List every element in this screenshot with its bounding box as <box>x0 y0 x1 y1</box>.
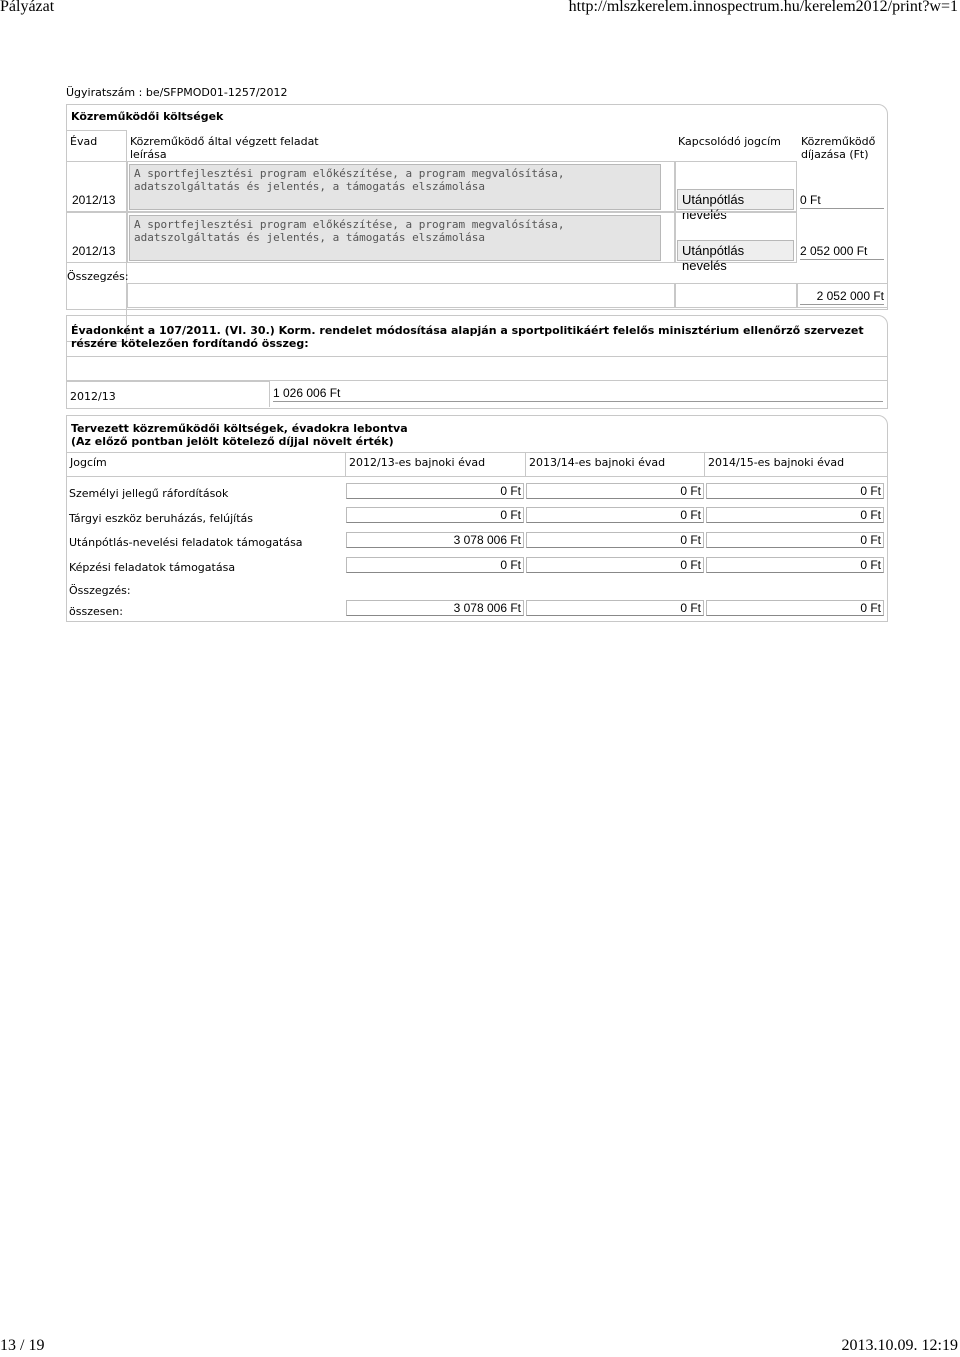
table-row <box>67 381 270 407</box>
fee-header-line2: díjazása (Ft) <box>801 148 869 161</box>
task-header-line2: leírása <box>130 148 167 161</box>
print-title: Pályázat <box>0 0 55 15</box>
print-header <box>0 0 960 20</box>
value-field[interactable]: 0 Ft <box>526 507 704 523</box>
mandatory-header-row <box>67 356 887 381</box>
summary-cell <box>127 283 675 308</box>
divider <box>525 452 526 477</box>
planned-costs-title <box>71 422 408 448</box>
row-season: 2012/13 <box>72 244 116 258</box>
contributor-costs-panel <box>66 104 888 310</box>
total-value-field[interactable]: 0 Ft <box>706 600 884 616</box>
summary-cell <box>675 283 797 308</box>
task-description-field[interactable] <box>129 164 661 210</box>
season-header: Évad <box>70 135 98 148</box>
mandatory-amount-field[interactable]: 1 026 006 Ft <box>273 386 883 402</box>
value-field[interactable]: 0 Ft <box>706 507 884 523</box>
row-season: 2012/13 <box>72 193 116 207</box>
value-field[interactable]: 0 Ft <box>346 483 524 499</box>
table-row <box>67 212 127 263</box>
mandatory-season: 2012/13 <box>70 390 116 403</box>
desc-line1: A sportfejlesztési program előkészítése, a program megvalósítása, <box>134 218 565 231</box>
planned-costs-title-line1: Tervezett közreműködői költségek, évadokra lebontva <box>71 422 408 435</box>
value-field[interactable]: 0 Ft <box>526 483 704 499</box>
row-label-personnel: Személyi jellegű ráfordítások <box>69 487 229 500</box>
divider <box>345 452 346 477</box>
planned-costs-title-line2: (Az előző pontban jelölt kötelező díjjal növelt érték) <box>71 435 394 448</box>
total-value-field[interactable]: 3 078 006 Ft <box>346 600 524 616</box>
mandatory-amount-panel <box>66 315 888 409</box>
jogcim-field[interactable]: Utánpótlás nevelés <box>677 240 794 261</box>
summary-label: Összegzés: <box>67 270 129 283</box>
desc-line2: adatszolgáltatás és jelentés, a támogatás elszámolása <box>134 231 485 244</box>
col-header-2013-14: 2013/14-es bajnoki évad <box>529 456 666 469</box>
value-field[interactable]: 0 Ft <box>346 507 524 523</box>
fee-header-line1: Közreműködő <box>801 135 876 148</box>
col-header-2014-15: 2014/15-es bajnoki évad <box>708 456 845 469</box>
print-footer <box>0 1337 960 1357</box>
print-datetime: 2013.10.09. 12:19 <box>841 1337 958 1354</box>
jogcim-header: Kapcsolódó jogcím <box>678 135 781 148</box>
fee-amount-field[interactable]: 2 052 000 Ft <box>800 244 884 260</box>
total-value-field[interactable]: 0 Ft <box>526 600 704 616</box>
row-label-training: Képzési feladatok támogatása <box>69 561 236 574</box>
col-header-2012-13: 2012/13-es bajnoki évad <box>349 456 486 469</box>
value-field[interactable]: 0 Ft <box>526 557 704 573</box>
fee-amount-field[interactable]: 0 Ft <box>800 193 884 209</box>
page-counter: 13 / 19 <box>0 1337 45 1354</box>
value-field[interactable]: 0 Ft <box>706 557 884 573</box>
value-field[interactable]: 3 078 006 Ft <box>346 532 524 548</box>
contributor-costs-title: Közreműködői költségek <box>71 110 224 123</box>
summary-amount-field[interactable]: 2 052 000 Ft <box>800 289 884 305</box>
planned-costs-panel <box>66 415 888 622</box>
fee-header <box>801 135 875 161</box>
task-description-field[interactable] <box>129 215 661 261</box>
divider <box>704 452 705 477</box>
summary-label: Összegzés: <box>69 584 131 597</box>
col-header-jogcim: Jogcím <box>70 456 107 469</box>
desc-line1: A sportfejlesztési program előkészítése, a program megvalósítása, <box>134 167 565 180</box>
jogcim-field[interactable]: Utánpótlás nevelés <box>677 189 794 210</box>
value-field[interactable]: 0 Ft <box>346 557 524 573</box>
desc-line2: adatszolgáltatás és jelentés, a támogatás elszámolása <box>134 180 485 193</box>
total-label: összesen: <box>69 605 123 618</box>
print-url: http://mlszkerelem.innospectrum.hu/kerelem2012/print?w=1 <box>568 0 958 15</box>
case-number: Ügyiratszám : be/SFPMOD01-1257/2012 <box>66 86 288 99</box>
value-field[interactable]: 0 Ft <box>706 532 884 548</box>
value-field[interactable]: 0 Ft <box>526 532 704 548</box>
row-label-assets: Tárgyi eszköz beruházás, felújítás <box>69 512 254 525</box>
value-field[interactable]: 0 Ft <box>706 483 884 499</box>
mandatory-amount-title: Évadonként a 107/2011. (VI. 30.) Korm. rendelet módosítása alapján a sportpolitikáért felelős minisztérium ellenőrző szervezet részére kötelezően fordítandó összeg: <box>71 324 864 350</box>
task-header <box>130 135 319 161</box>
table-row <box>67 161 127 212</box>
task-header-line1: Közreműködő által végzett feladat <box>130 135 319 148</box>
row-label-youth: Utánpótlás-nevelési feladatok támogatása <box>69 536 303 549</box>
